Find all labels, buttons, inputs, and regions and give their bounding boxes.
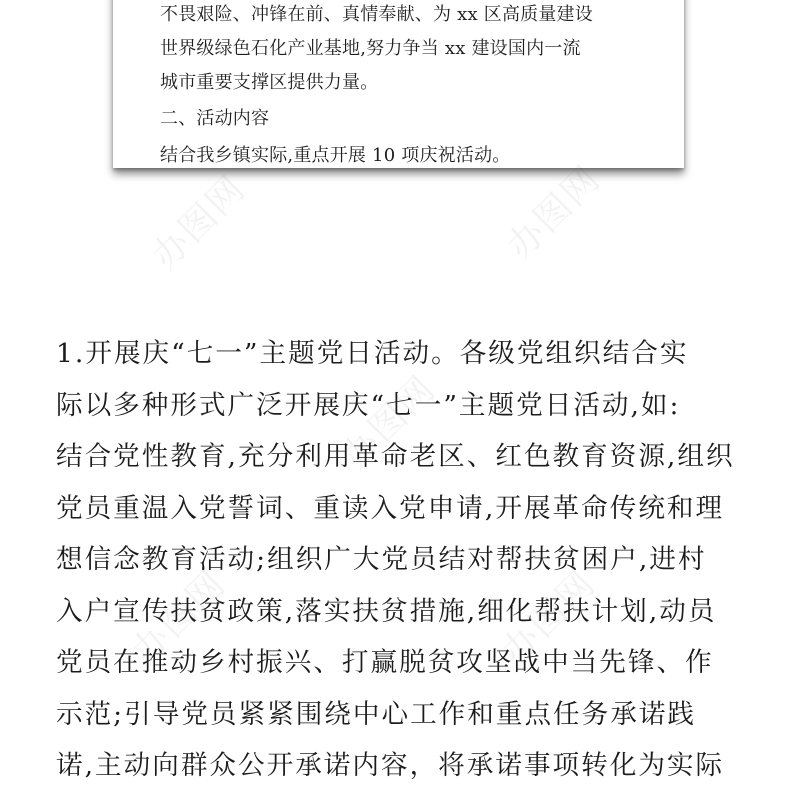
card-line-2: 世界级绿色石化产业基地,努力争当 xx 建设国内一流 xyxy=(160,38,581,59)
document-page-preview xyxy=(113,0,684,168)
paragraph-line: 1.开展庆“七一”主题党日活动。各级党组织结合实 xyxy=(56,338,689,369)
watermark: 办图网 xyxy=(334,367,444,478)
card-line-1: 不畏艰险、冲锋在前、真情奉献、为 xx 区高质量建设 xyxy=(160,4,593,25)
watermark: 办图网 xyxy=(144,167,254,278)
card-line-5: 结合我乡镇实际,重点开展 10 项庆祝活动。 xyxy=(160,145,511,166)
paragraph-line: 入户宣传扶贫政策,落实扶贫措施,细化帮扶计划,动员 xyxy=(56,595,717,627)
card-line-3: 城市重要支撑区提供力量。 xyxy=(160,72,379,93)
paragraph-line: 结合党性教育,充分利用革命老区、红色教育资源,组织 xyxy=(56,441,735,472)
paragraph-line: 诺,主动向群众公开承诺内容，将承诺事项转化为实际 xyxy=(56,750,725,781)
watermark: 办图网 xyxy=(494,562,604,673)
paragraph-line: 党员在推动乡村振兴、打赢脱贫攻坚战中当先锋、作 xyxy=(56,647,714,678)
paragraph-line: 想信念教育活动;组织广大党员结对帮扶贫困户,进村 xyxy=(56,544,707,575)
paragraph-line: 党员重温入党誓词、重读入党申请,开展革命传统和理 xyxy=(56,492,725,524)
section-heading: 二、活动内容 xyxy=(160,108,270,129)
watermark: 办图网 xyxy=(499,157,609,268)
paragraph-line: 示范;引导党员紧紧围绕中心工作和重点任务承诺践 xyxy=(56,698,697,730)
paragraph-line: 际以多种形式广泛开展庆“七一”主题党日活动,如: xyxy=(56,389,681,421)
document-body-text xyxy=(56,328,746,792)
watermark: 办图网 xyxy=(124,562,234,673)
